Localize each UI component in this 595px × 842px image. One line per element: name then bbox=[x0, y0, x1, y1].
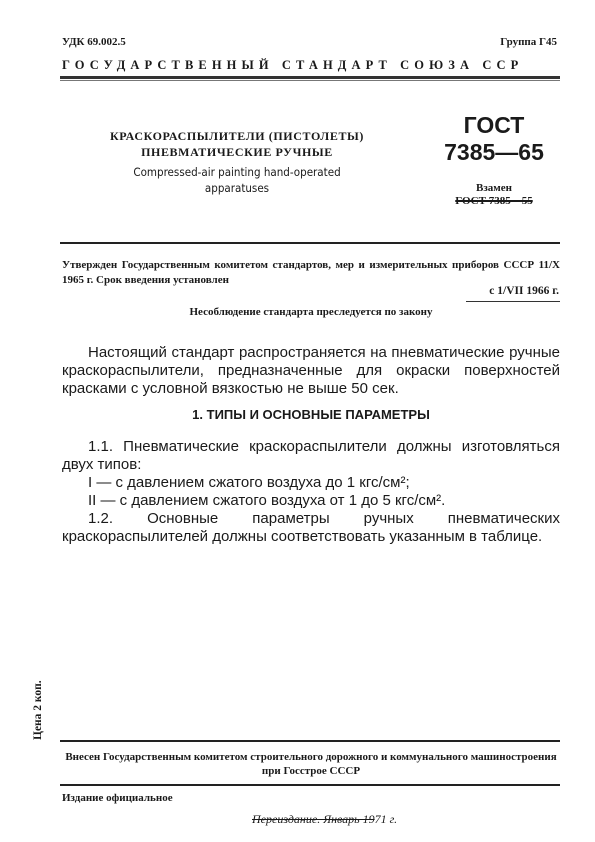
section-title: 1. ТИПЫ И ОСНОВНЫЕ ПАРАМЕТРЫ bbox=[192, 407, 430, 422]
footer-divider-bottom bbox=[60, 784, 560, 786]
approval-text: Утвержден Государственным комитетом стандартов, мер и измерительных приборов СССР 11/X 1965 г. Срок введения установлен bbox=[62, 259, 560, 286]
gost-number: 7385—65 bbox=[444, 139, 544, 165]
reprint-note bbox=[252, 812, 397, 827]
title-en-line2: apparatuses bbox=[204, 181, 270, 195]
gost-designation bbox=[424, 112, 564, 166]
official-edition: Издание официальное bbox=[62, 792, 173, 804]
banner-rule bbox=[60, 76, 560, 79]
type-i-line: I — с давлением сжатого воздуха до 1 кгс/см²; bbox=[88, 474, 410, 491]
gost-label: ГОСТ bbox=[463, 112, 525, 138]
replaces-value: ГОСТ 7385—55 bbox=[455, 195, 533, 207]
udk-code: УДК 69.002.5 bbox=[62, 36, 126, 48]
group-code: Группа Г45 bbox=[500, 36, 557, 48]
replaces-block bbox=[424, 182, 564, 208]
title-ru-line2: ПНЕВМАТИЧЕСКИЕ РУЧНЫЕ bbox=[141, 145, 333, 159]
header-divider bbox=[60, 242, 560, 244]
reprint-struck: Переиздание. Январь 19 bbox=[252, 812, 375, 826]
effective-date: с 1/VII 1966 г. bbox=[489, 285, 559, 297]
clause-1-2: 1.2. Основные параметры ручных пневматических краскораспылителей должны соответствовать указанным в таблице. bbox=[62, 510, 560, 545]
standard-banner: ГОСУДАРСТВЕННЫЙ СТАНДАРТ СОЮЗА ССР bbox=[62, 58, 524, 72]
price-label bbox=[30, 650, 50, 740]
reprint-tail: 71 г. bbox=[374, 812, 398, 826]
banner-rule-thin bbox=[60, 80, 560, 81]
footer-divider-top bbox=[60, 740, 560, 742]
introduced-by: Внесен Государственным комитетом строительного дорожного и коммунального машиностроения при Госстрое СССР bbox=[65, 751, 557, 777]
intro-paragraph: Настоящий стандарт распространяется на пневматические ручные краскораспылители, предназначенные для окраски поверхностей красками с условной вязкостью не выше 50 сек. bbox=[62, 344, 560, 397]
nonconformance-notice: Несоблюдение стандарта преследуется по закону bbox=[189, 306, 433, 318]
price-text: Цена 2 коп. bbox=[32, 680, 44, 740]
title-ru-line1: КРАСКОРАСПЫЛИТЕЛИ (ПИСТОЛЕТЫ) bbox=[109, 129, 365, 143]
type-ii-line: II — с давлением сжатого воздуха от 1 до 5 кгс/см². bbox=[88, 492, 446, 509]
clause-1-1: 1.1. Пневматические краскораспылители должны изготовляться двух типов: bbox=[62, 438, 560, 473]
effective-date-underline bbox=[466, 301, 560, 302]
title-en-line1: Compressed-air painting hand-operated bbox=[133, 165, 341, 179]
title-block bbox=[62, 128, 412, 196]
replaces-label: Взамен bbox=[476, 182, 512, 194]
